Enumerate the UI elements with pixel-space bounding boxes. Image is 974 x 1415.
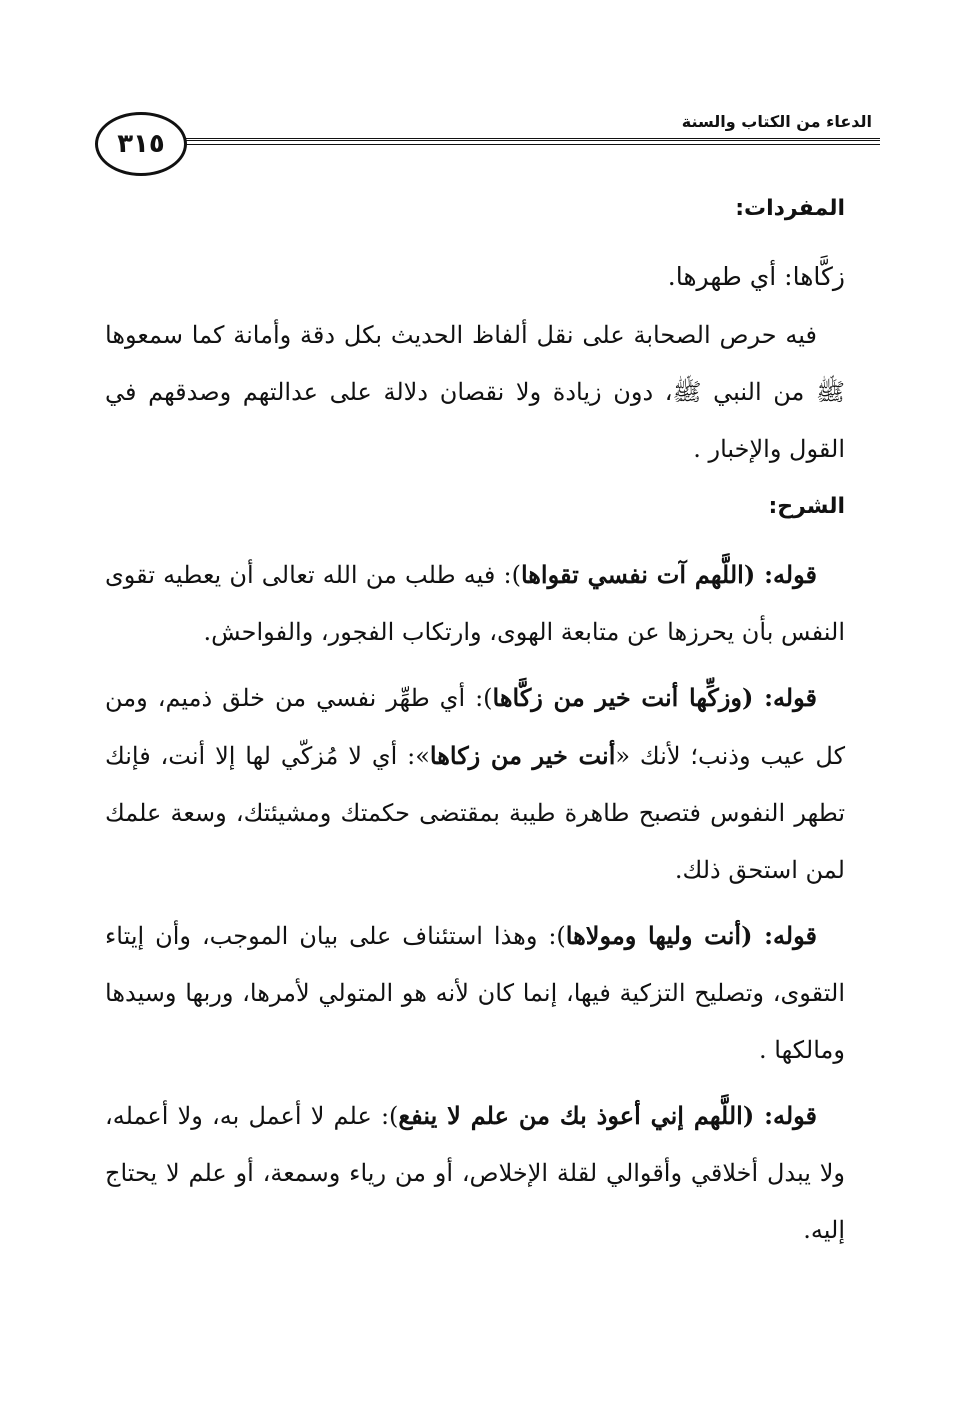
explanation-paragraph	[105, 907, 845, 1079]
vocab-word: زكَّاها:	[784, 262, 845, 291]
paragraph-prefix: قوله: (	[742, 1101, 818, 1130]
paragraph-text: ): أي طهِّر نفسي من خلق ذميم، ومن كل عيب وذنب؛ لأنك «	[105, 684, 846, 770]
paragraph-text: ): وهذا استئناف على بيان الموجب، وأن إيتاء التقوى، وتصليح التزكية فيها، إنما كان لأنه هو المتولي لأمرها، وربها وسيدها ومالكها .	[105, 922, 845, 1064]
vocab-entry	[105, 248, 845, 305]
hadith-quote: وزكِّها أنت خير من زكَّاها	[492, 683, 743, 712]
paragraph-text: ): فيه طلب من الله تعالى أن يعطيه تقوى النفس بأن يحرزها عن متابعة الهوى، وارتكاب الفجور، والفواحش.	[105, 561, 845, 646]
vocab-heading: المفردات:	[735, 196, 845, 221]
benefits-paragraph: فيه حرص الصحابة على نقل ألفاظ الحديث بكل دقة وأمانة كما سمعوها ﷺ من النبي ﷺ، دون زيادة ولا نقصان دلالة على عدالتهم وصدقهم في القول والإخبار .	[105, 321, 845, 463]
explanation-heading: الشرح:	[768, 494, 845, 519]
hadith-quote: أنت وليها ومولاها	[565, 921, 742, 950]
book-title: الدعاء من الكتاب والسنة	[681, 112, 872, 131]
page-number: ٣١٥	[95, 112, 187, 176]
explanation-paragraph	[105, 546, 845, 661]
paragraph-prefix: قوله: (	[743, 560, 817, 589]
header-rule	[183, 138, 880, 141]
header-rule-thin	[183, 144, 880, 145]
explanation-paragraph	[105, 1087, 845, 1259]
vocab-meaning: أي طهرها.	[667, 262, 785, 291]
paragraph-text: »: أي لا مُزكّي لها إلا أنت، فإنك تطهر النفوس فتصبح طاهرة طيبة بمقتضى حكمتك ومشيئتك، وسعة علمك لمن استحق ذلك.	[105, 742, 845, 884]
hadith-quote: أنت خير من زكاها	[429, 741, 616, 770]
paragraph-prefix: قوله: (	[741, 921, 817, 950]
hadith-quote: اللَّهم إني أعوذ بك من علم لا ينفع	[398, 1101, 743, 1130]
hadith-quote: اللَّهم آت نفسي تقواها	[520, 560, 744, 589]
paragraph-text: ): علم لا أعمل به، ولا أعمله، ولا يبدل أخلاقي وأقوالي لقلة الإخلاص، أو من رياء وسمعة، أو علم لا يحتاج إليه.	[105, 1102, 845, 1244]
page-content	[105, 180, 845, 1267]
paragraph-prefix: قوله: (	[742, 683, 817, 712]
explanation-paragraph	[105, 669, 845, 899]
